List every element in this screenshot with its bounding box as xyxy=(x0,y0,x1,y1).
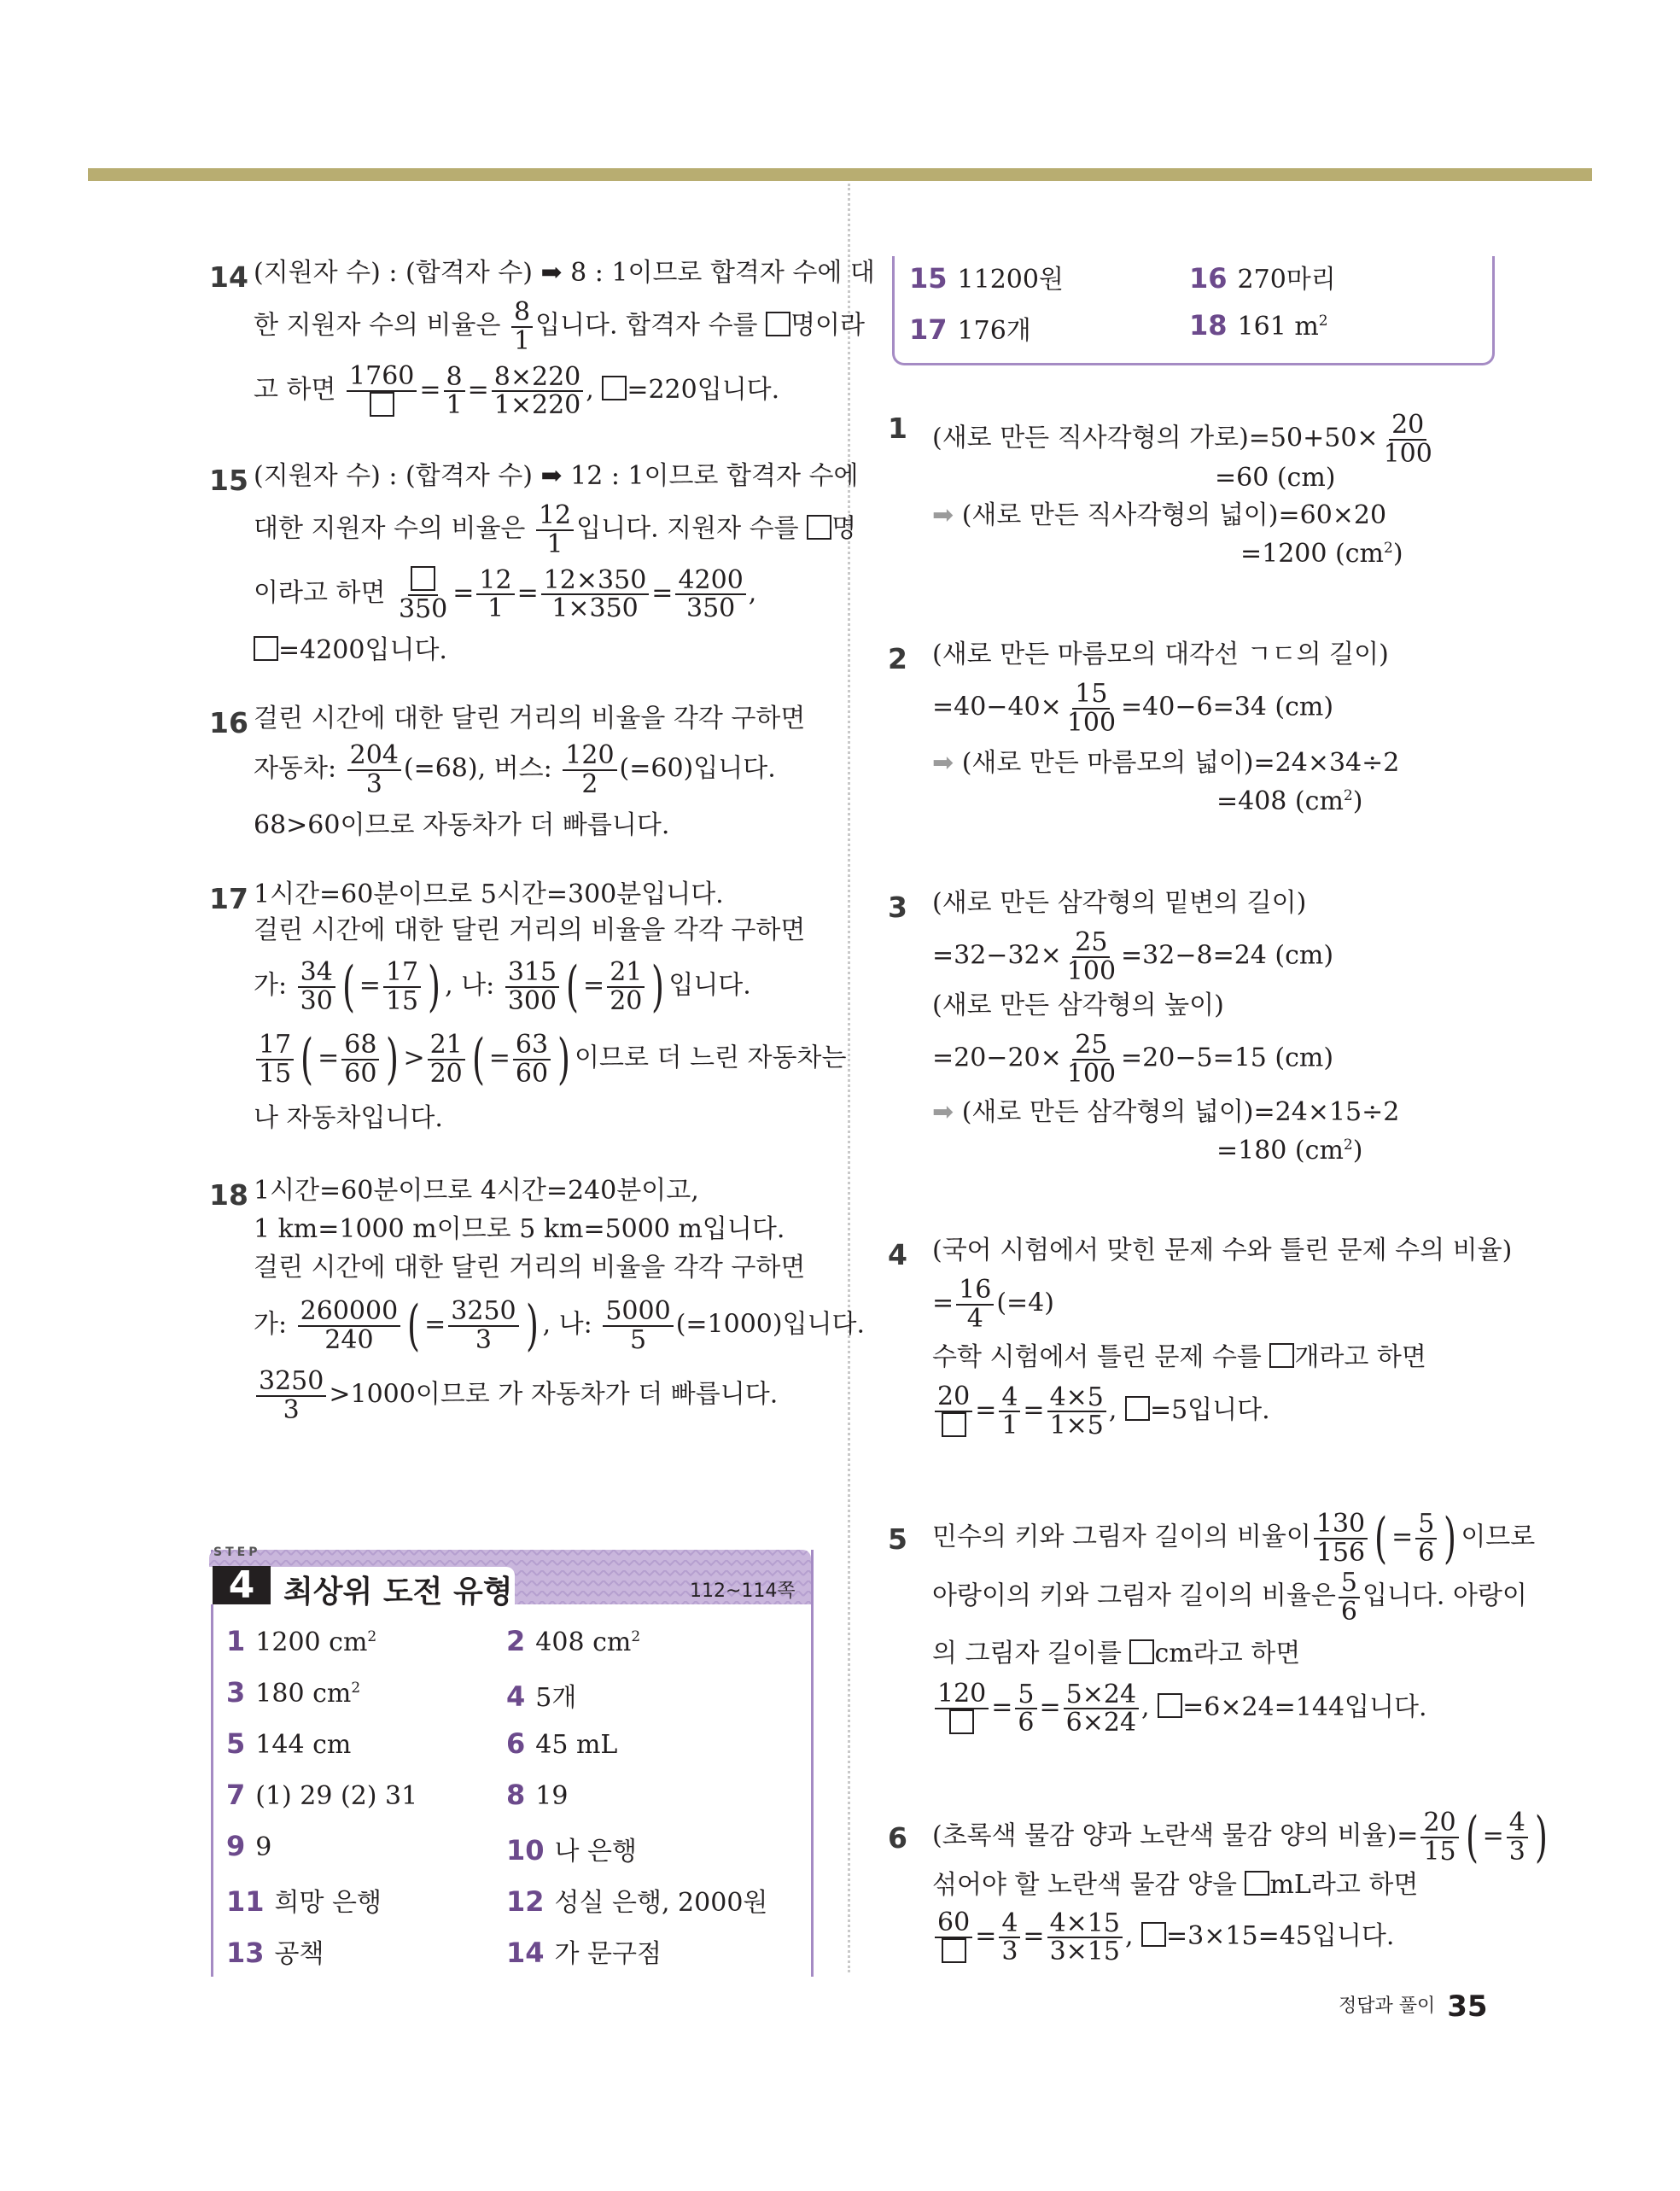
answer-superscript: 2 xyxy=(351,1680,361,1697)
answer-value: 1200 cm xyxy=(255,1627,368,1657)
answer-number: 2 xyxy=(506,1625,526,1657)
answer-item xyxy=(226,1881,382,1919)
problem-number: 6 xyxy=(888,1821,907,1855)
answer-value: 9 xyxy=(255,1832,272,1862)
fraction: $\frac{8}{1}$ xyxy=(511,299,533,354)
answer-value: 45 mL xyxy=(535,1730,618,1760)
answer-item xyxy=(226,1676,360,1709)
line: 자동차: $\frac{204}{3}$ (=68), 버스: $\frac{120}{2}$ (=60)입니다. xyxy=(254,740,776,799)
answer-number: 17 xyxy=(909,313,948,346)
answer-item xyxy=(226,1625,376,1657)
answer-number: 1 xyxy=(226,1625,246,1657)
answer-number: 18 xyxy=(1189,309,1228,342)
answer-number: 9 xyxy=(226,1830,246,1862)
problem-number: 14 xyxy=(209,260,248,294)
answer-value: 성실 은행, 2000원 xyxy=(554,1888,768,1918)
answer-value: 270마리 xyxy=(1237,265,1336,295)
line: ➡ (새로 만든 직사각형의 넓이)=60×20 xyxy=(932,500,1387,530)
line: 120 = $\frac{5}{6}$ = $\frac{5\times 24}{6\times 24}$ , =6×24=144입니다. xyxy=(932,1680,1427,1737)
line: $\frac{17}{15}$ ( = $\frac{68}{60}$ ) > $\frac{21}{20}$ ( = $\frac{63}{60}$ ) 이므로 더 느린 자동차는 xyxy=(254,1031,846,1087)
line: (지원자 수) : (합격자 수) ➡ 12 : 1이므로 합격자 수에 xyxy=(254,461,859,491)
answer-item xyxy=(506,1779,568,1811)
line: =20−20× $\frac{25}{100}$ =20−5=15 (cm) xyxy=(932,1030,1334,1089)
line: $\frac{3250}{3}$ >1000이므로 가 자동차가 더 빠릅니다. xyxy=(254,1368,778,1423)
answer-value: 나 은행 xyxy=(554,1837,638,1867)
answer-value: 161 m xyxy=(1237,312,1319,342)
answer-superscript: 2 xyxy=(367,1628,377,1645)
answer-number: 12 xyxy=(506,1885,545,1918)
line: 1시간=60분이므로 5시간=300분입니다. xyxy=(254,879,724,909)
footer-label: 정답과 풀이 xyxy=(1339,1995,1436,2017)
answer-value: 공책 xyxy=(274,1939,324,1969)
line: 가: $\frac{260000}{240}$ ( = $\frac{3250}{3}$ ) , 나: $\frac{5000}{5}$ (=1000)입니다. xyxy=(254,1294,866,1358)
line: =60 (cm) xyxy=(1215,463,1336,493)
step-number: 4 xyxy=(213,1566,271,1604)
step-title: 최상위 도전 유형 xyxy=(283,1575,513,1610)
line: 한 지원자 수의 비율은 $\frac{8}{1}$ 입니다. 합격자 수를 명이라 xyxy=(254,297,866,356)
answer-superscript: 2 xyxy=(631,1628,641,1645)
line: 1시간=60분이므로 4시간=240분이고, xyxy=(254,1176,699,1206)
answer-number: 10 xyxy=(506,1834,545,1867)
answer-item xyxy=(1189,258,1336,295)
answer-number: 16 xyxy=(1189,262,1228,295)
line: 20 = $\frac{4}{1}$ = $\frac{4\times 5}{1\times 5}$ , =5입니다. xyxy=(932,1383,1270,1440)
blank-box xyxy=(766,312,790,336)
step-label: STEP xyxy=(213,1545,261,1559)
answer-value: 11200원 xyxy=(957,265,1064,295)
line: (새로 만든 삼각형의 높이) xyxy=(932,990,1224,1020)
line: ➡ (새로 만든 마름모의 넓이)=24×34÷2 xyxy=(932,748,1400,778)
answer-value: 19 xyxy=(535,1781,569,1811)
line: 아랑이의 키와 그림자 길이의 비율은 $\frac{5}{6}$ 입니다. 아랑이 xyxy=(932,1568,1527,1627)
answer-value: 희망 은행 xyxy=(274,1888,382,1918)
answer-item xyxy=(226,1779,417,1811)
answer-item xyxy=(506,1625,640,1657)
line: 고 하면 1760 = $\frac{8}{1}$ = $\frac{8\times 220}{1\times 220}$ , =220입니다. xyxy=(254,361,780,420)
answer-value: 408 cm xyxy=(535,1627,632,1657)
page-number: 35 xyxy=(1447,1989,1488,2024)
answer-item xyxy=(506,1881,767,1919)
answer-value: (1) 29 (2) 31 xyxy=(255,1781,418,1811)
answer-number: 8 xyxy=(506,1779,526,1811)
line: 수학 시험에서 틀린 문제 수를 개라고 하면 xyxy=(932,1342,1426,1372)
problem-number: 3 xyxy=(888,891,907,924)
answer-item xyxy=(506,1676,576,1714)
line: (새로 만든 직사각형의 가로)=50+50× $\frac{20}{100}$ xyxy=(932,410,1432,469)
answer-superscript: 2 xyxy=(1318,313,1328,330)
answer-item xyxy=(909,309,1031,347)
line: 걸린 시간에 대한 달린 거리의 비율을 각각 구하면 xyxy=(254,1253,806,1282)
problem-number: 2 xyxy=(888,642,907,675)
line: 가: $\frac{34}{30}$ ( = $\frac{17}{15}$ ) , 나: $\frac{315}{300}$ ( = $\frac{21}{20}$ ) 입니다. xyxy=(254,955,751,1019)
problem-number: 17 xyxy=(209,882,248,915)
line: 섞어야 할 노란색 물감 양을 mL라고 하면 xyxy=(932,1870,1419,1900)
answer-number: 3 xyxy=(226,1676,246,1709)
line: (새로 만든 마름모의 대각선 ㄱㄷ의 길이) xyxy=(932,640,1389,669)
arrow-icon: ➡ xyxy=(932,500,954,530)
line: =1200 $(cm^2)$ xyxy=(1240,539,1403,569)
answer-number: 4 xyxy=(506,1680,526,1713)
problem-number: 4 xyxy=(888,1238,907,1271)
line: 걸린 시간에 대한 달린 거리의 비율을 각각 구하면 xyxy=(254,704,806,733)
line: 68>60이므로 자동차가 더 빠릅니다. xyxy=(254,810,670,840)
line: =408 $(cm^2)$ xyxy=(1216,786,1363,816)
answer-item xyxy=(226,1932,324,1970)
line: 1 km=1000 m이므로 5 km=5000 m입니다. xyxy=(254,1214,785,1244)
answer-number: 7 xyxy=(226,1779,246,1811)
problem-number: 16 xyxy=(209,706,248,739)
answer-value: 144 cm xyxy=(255,1730,352,1760)
answer-item xyxy=(506,1830,637,1867)
answer-number: 11 xyxy=(226,1885,265,1918)
answer-number: 5 xyxy=(226,1727,246,1760)
line: =40−40× $\frac{15}{100}$ =40−6=34 (cm) xyxy=(932,679,1334,738)
line: 이라고 하면 350 = $\frac{12}{1}$ = $\frac{12\times 350}{1\times 350}$ = $\frac{4200}{350}$ , xyxy=(254,564,757,624)
problem-number: 18 xyxy=(209,1178,248,1212)
answer-item xyxy=(1189,309,1328,342)
answer-item xyxy=(506,1727,617,1760)
page-footer xyxy=(1339,1989,1488,2024)
problem-number: 1 xyxy=(888,412,907,445)
answer-value: 5개 xyxy=(535,1683,577,1713)
header-rule xyxy=(88,168,1592,181)
answer-item xyxy=(226,1727,351,1760)
line: (지원자 수) : (합격자 수) ➡ 8 : 1이므로 합격자 수에 대 xyxy=(254,258,875,288)
answer-number: 13 xyxy=(226,1937,265,1969)
line: =4200입니다. xyxy=(254,636,447,663)
line: =32−32× $\frac{25}{100}$ =32−8=24 (cm) xyxy=(932,927,1334,986)
answer-number: 6 xyxy=(506,1727,526,1760)
problem-number: 15 xyxy=(209,464,248,497)
answer-value: 176개 xyxy=(957,316,1031,346)
line: 대한 지원자 수의 비율은 $\frac{12}{1}$ 입니다. 지원자 수를 명 xyxy=(254,500,857,559)
answer-item xyxy=(226,1830,271,1862)
answer-item xyxy=(506,1932,662,1970)
line: =180 $(cm^2)$ xyxy=(1216,1136,1363,1166)
line: ➡ (새로 만든 삼각형의 넓이)=24×15÷2 xyxy=(932,1097,1400,1127)
page-range: 112~114쪽 xyxy=(690,1580,796,1602)
answer-value: 180 cm xyxy=(255,1679,352,1709)
line: 60 = $\frac{4}{3}$ = $\frac{4\times 15}{3\times 15}$ , =3×15=45입니다. xyxy=(932,1909,1394,1966)
line: 민수의 키와 그림자 길이의 비율이 $\frac{130}{156}$ ( = $\frac{5}{6}$ ) 이므로 xyxy=(932,1506,1536,1570)
line: (국어 시험에서 맞힌 문제 수와 틀린 문제 수의 비율) xyxy=(932,1236,1513,1265)
line: 나 자동차입니다. xyxy=(254,1103,443,1133)
answer-item xyxy=(909,258,1064,295)
line: 의 그림자 길이를 cm라고 하면 xyxy=(932,1639,1301,1668)
answer-number: 14 xyxy=(506,1937,545,1969)
line: (새로 만든 삼각형의 밑변의 길이) xyxy=(932,888,1307,918)
line: 걸린 시간에 대한 달린 거리의 비율을 각각 구하면 xyxy=(254,915,806,945)
arrow-icon: ➡ xyxy=(932,1097,954,1127)
problem-number: 5 xyxy=(888,1522,907,1556)
answer-value: 가 문구점 xyxy=(554,1939,662,1969)
answer-number: 15 xyxy=(909,262,948,295)
line: = $\frac{16}{4}$ (=4) xyxy=(932,1275,1054,1334)
line: (초록색 물감 양과 노란색 물감 양의 비율)= $\frac{20}{15}$ ( = $\frac{4}{3}$ ) xyxy=(932,1805,1548,1869)
arrow-icon: ➡ xyxy=(932,748,954,778)
column-divider xyxy=(848,184,850,1972)
